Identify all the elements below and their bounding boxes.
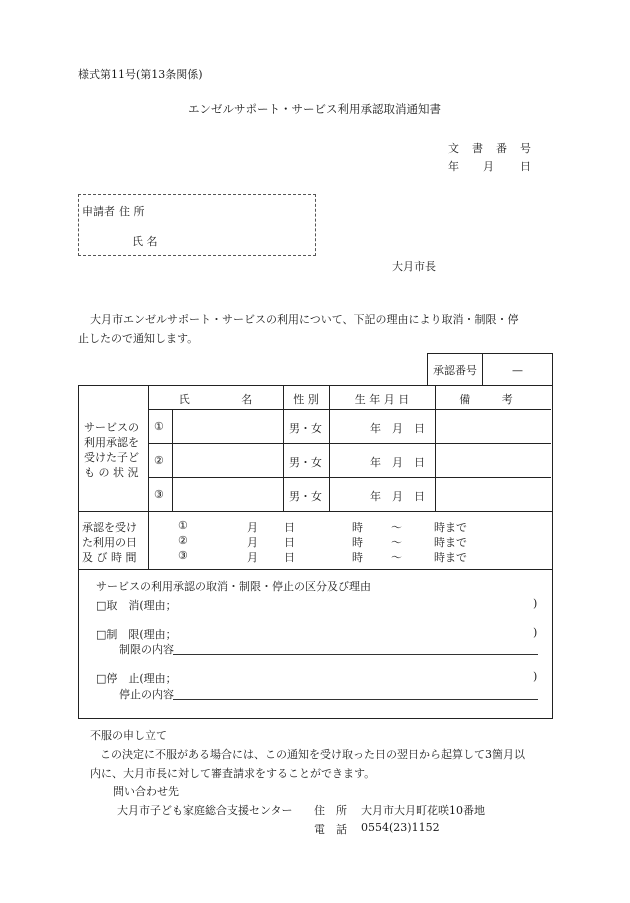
date-year: 年 [448,160,459,173]
usage-month: 月 [247,536,258,549]
gender-choice: 男・女 [289,456,322,469]
appeal-line-2: 内に、大月市長に対して審査請求をすることができます。 [90,767,376,780]
side-label-line: 承認を受け [82,521,137,534]
contact-address-label: 住 所 [314,804,347,817]
close-paren: ) [533,626,538,639]
side-label-line: も の 状 況 [84,466,139,479]
restrict-checkbox-label: □制 限(理由； [96,628,177,641]
birthdate-field: 年 月 日 [370,422,425,435]
side-label-line: た利用の日 [82,536,137,549]
usage-hour: 時 [352,551,363,564]
side-label-divider [148,385,149,569]
doc-number-char: 番 [496,142,507,155]
usage-hour: 時 [352,521,363,534]
row-divider [148,443,551,444]
appeal-line-1: この決定に不服がある場合には、この通知を受け取った日の翌日から起算して3箇月以 [100,748,525,761]
approval-number-box [427,353,553,386]
close-paren: ) [533,597,538,610]
date-day: 日 [520,160,531,173]
doc-number-char: 号 [520,142,531,155]
side-label-line: サービスの [84,421,139,434]
document-title: エンゼルサポート・サービス利用承認取消通知書 [188,102,441,116]
usage-month: 月 [247,521,258,534]
issuer: 大月市長 [392,260,436,273]
header-divider [148,409,551,410]
row-number: ① [154,420,164,433]
side-label-line: 及 び 時 間 [82,551,137,564]
restrict-detail-label: 制限の内容 [119,643,174,656]
section-divider [78,569,552,570]
usage-day: 日 [284,536,295,549]
reasons-heading: サービスの利用承認の取消・制限・停止の区分及び理由 [96,580,371,593]
gender-choice: 男・女 [289,490,322,503]
usage-tilde: ～ [391,551,402,564]
date-month: 月 [483,160,494,173]
usage-until: 時まで [434,536,467,549]
usage-tilde: ～ [391,536,402,549]
contact-heading: 問い合わせ先 [113,785,179,798]
usage-month: 月 [247,551,258,564]
gender-choice: 男・女 [289,422,322,435]
suspend-checkbox-label: □停 止(理由； [96,672,177,685]
body-line-1: 大月市エンゼルサポート・サービスの利用について、下記の理由により取消・制限・停 [90,313,519,326]
row-number: ② [154,454,164,467]
section-divider [78,511,552,512]
approval-number-label: 承認番号 [428,354,483,386]
usage-no: ③ [178,549,188,562]
usage-day: 日 [284,521,295,534]
header-birthdate: 生 年 月 日 [354,393,410,406]
form-number: 様式第11号(第13条関係) [78,68,203,81]
header-name: 氏 名 [178,393,277,406]
close-paren: ) [533,670,538,683]
col-divider [172,409,173,511]
suspend-detail-label: 停止の内容 [119,688,174,701]
body-line-2: 止したので通知します。 [78,332,199,345]
usage-tilde: ～ [391,521,402,534]
birthdate-field: 年 月 日 [370,490,425,503]
applicant-label: 申請者 [82,205,115,218]
usage-hour: 時 [352,536,363,549]
suspend-detail-line [173,699,538,700]
side-label-line: 受けた子ど [84,451,139,464]
contact-address: 大月市大月町花咲10番地 [361,804,485,817]
doc-number-char: 文 [448,142,459,155]
restrict-detail-line [173,654,538,655]
approval-number-value: — [512,363,523,377]
row-divider [148,477,551,478]
header-gender: 性 別 [293,393,319,406]
birthdate-field: 年 月 日 [370,456,425,469]
row-number: ③ [154,488,164,501]
usage-no: ① [178,519,188,532]
side-label-line: 利用承認を [84,436,139,449]
header-remarks: 備 考 [459,393,527,406]
cancel-checkbox-label: □取 消(理由； [96,599,177,612]
doc-number-char: 書 [472,142,483,155]
usage-until: 時まで [434,551,467,564]
contact-org: 大月市子ども家庭総合支援センター [117,804,293,817]
usage-until: 時まで [434,521,467,534]
contact-phone-label: 電 話 [314,823,347,836]
applicant-address-label: 住 所 [119,205,145,218]
appeal-heading: 不服の申し立て [90,729,167,742]
usage-no: ② [178,534,188,547]
contact-phone: 0554(23)1152 [361,821,440,834]
applicant-name-label: 氏 名 [132,235,158,248]
usage-day: 日 [284,551,295,564]
